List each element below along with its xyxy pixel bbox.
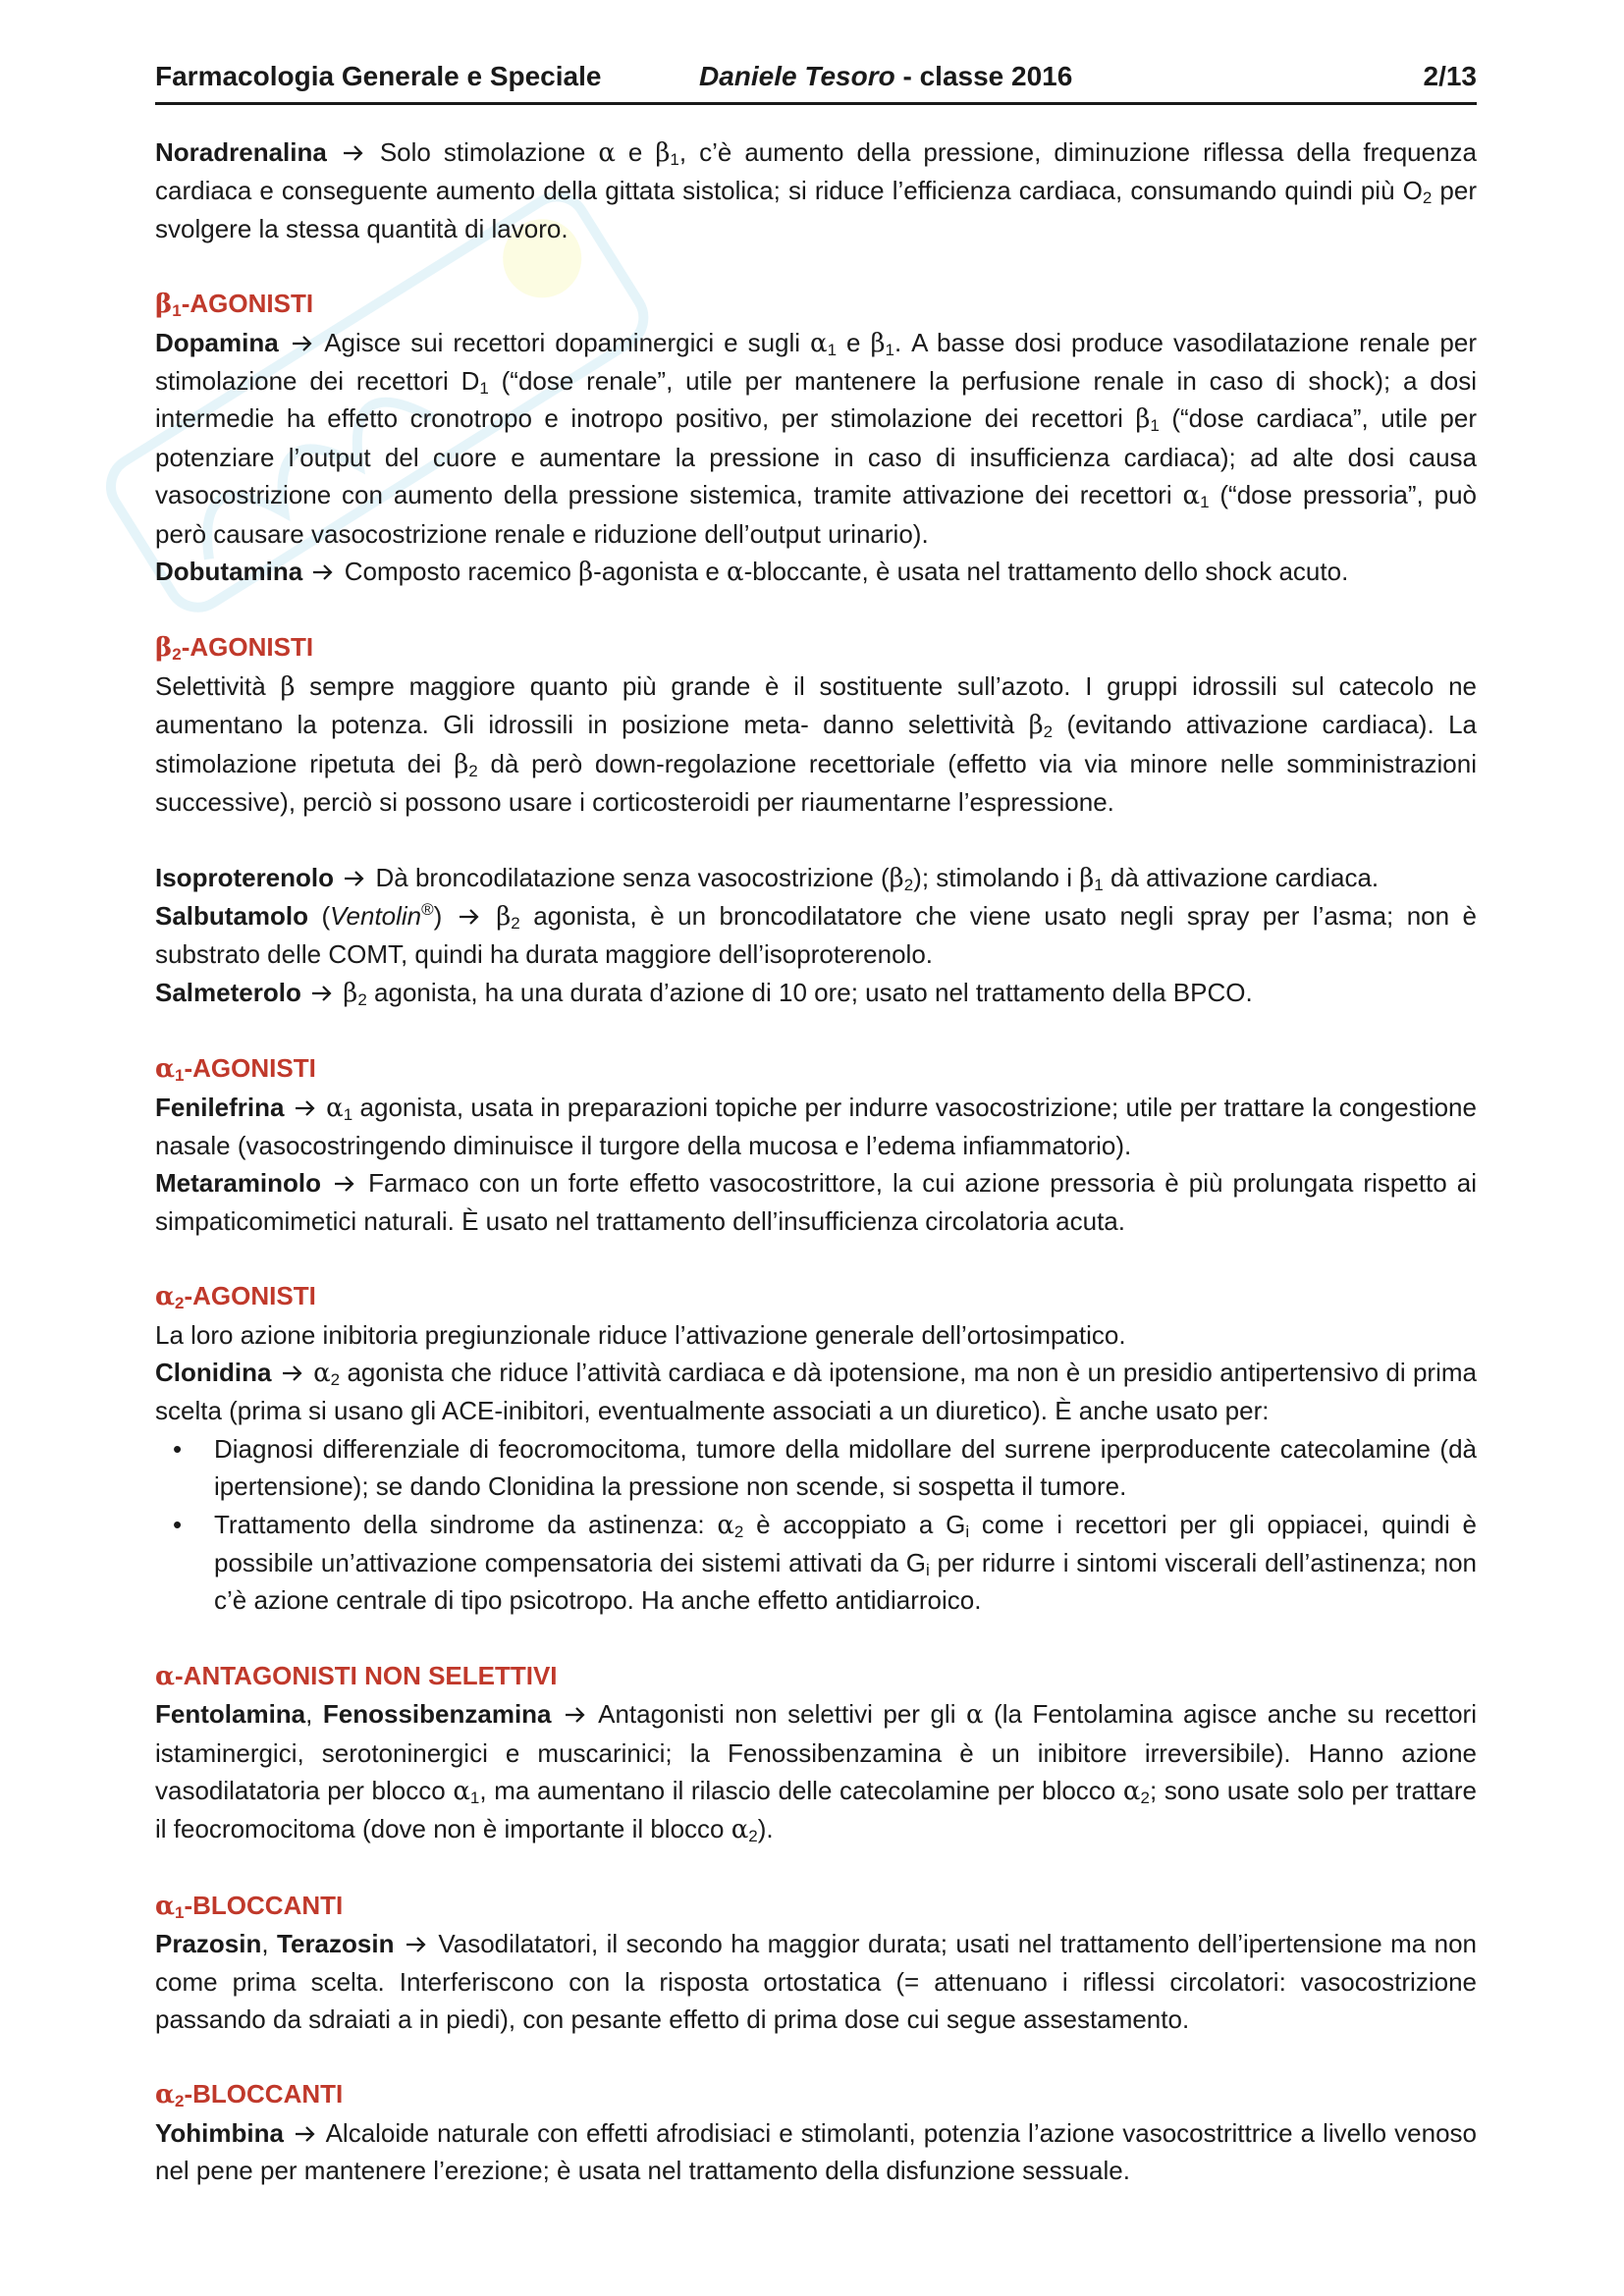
paragraph-salbutamolo: Salbutamolo (Ventolin®) $\beta_2$ agonista, è un broncodilatatore che viene usato negli spray per l’asma; non è substrato delle COMT, quindi ha durata maggiore dell’isoproterenolo. — [155, 899, 1478, 970]
heading-b1-agonisti: $\beta_1$-AGONISTI — [155, 289, 314, 321]
term-isoproterenolo: Isoproterenolo — [155, 862, 335, 892]
page-header — [155, 57, 1477, 105]
arrow-right-icon — [333, 1174, 356, 1194]
arrow-right-icon — [405, 1935, 428, 1954]
term-terazosin: Terazosin — [277, 1929, 395, 1959]
class-label: - classe 2016 — [902, 61, 1073, 91]
arrow-right-icon — [343, 869, 366, 888]
arrow-right-icon — [281, 1363, 304, 1383]
clonidina-uses-list — [155, 1430, 1477, 1620]
term-yohimbina: Yohimbina — [155, 2117, 284, 2148]
paragraph-yohimbina: Yohimbina Alcaloide naturale con effetti afrodisiaci e stimolanti, potenzia l’azione vasocostrittrice a livello venoso nel pene per mantenere l’erezione; è usata nel trattamento della disfunzione sessuale. — [155, 2117, 1477, 2186]
term-noradrenalina: Noradrenalina — [155, 137, 327, 167]
paragraph-fenilefrina: Fenilefrina $\alpha_1$ agonista, usata in preparazioni topiche per indurre vasocostrizione; utile per trattare la congestione nasale (vasocostringendo diminuisce il turgore della mucosa e l’edema infiammatorio). — [155, 1092, 1477, 1160]
heading-b2-agonisti: $\beta_2$-AGONISTI — [155, 632, 314, 665]
term-dobutamina: Dobutamina — [155, 557, 303, 587]
heading-a1-bloccanti: $\alpha_1$-BLOCCANTI — [155, 1890, 344, 1922]
list-item: • Trattamento della sindrome da astinenza: $\alpha_2$ è accoppiato a $G_i$ come i recettori per gli oppiacei, quindi è possibile un’attivazione compensatoria dei sistemi attivati da $G_i$ per ridurre i sintomi viscerali dell’astinenza; non c’è azione centrale di tipo psicotropo. Ha anche effetto antidiarroico. — [214, 1506, 1477, 1620]
paragraph-prazosin: Prazosin, Terazosin Vasodilatatori, il secondo ha maggior durata; usati nel trattamento dell’ipertensione ma non come prima scelta. Interferiscono con la risposta ortostatica (= attenuano i riflessi circolatori: vasocostrizione passando da sdraiati a in piedi), con pesante effetto di prima dose cui segue assestamento. — [155, 1929, 1478, 2035]
paragraph-isoproterenolo: Isoproterenolo Dà broncodilatazione senza vasocostrizione $(\beta_2)$; stimolando i $\beta_1$ dà attivazione cardiaca. — [155, 862, 1380, 894]
term-fentolamina: Fentolamina — [155, 1699, 306, 1730]
paragraph-noradrenalina: Noradrenalina Solo stimolazione α e $\beta_1$, c’è aumento della pressione, diminuzione riflessa della frequenza cardiaca e conseguente aumento della gittata sistolica; si riduce l’efficienza cardiaca, consumando quindi più $O_2$ per svolgere la stessa quantità di lavoro. — [155, 137, 1477, 243]
paragraph-clonidina: Clonidina $\alpha_2$ agonista che riduce l’attività cardiaca e dà ipotensione, ma non è un presidio antipertensivo di prima scelta (prima si usano gli ACE-inibitori, eventualmente associati a un diuretico). È anche usato per: — [155, 1357, 1477, 1426]
brand-ventolin: Ventolin — [330, 900, 422, 931]
arrow-right-icon — [564, 1705, 587, 1725]
term-salmeterolo: Salmeterolo — [155, 977, 301, 1007]
arrow-right-icon — [458, 907, 481, 927]
author-class — [699, 61, 1072, 92]
paragraph-fentolamina: Fentolamina, Fenossibenzamina Antagonisti non selettivi per gli α (la Fentolamina agisce anche su recettori istaminergici, serotoninergici e muscarinici; la Fenossibenzamina è un inibitore irreversibile). Hanno azione vasodilatatoria per blocco $\alpha_1$, ma aumentano il rilascio delle catecolamine per blocco $\alpha_2$; sono usate solo per trattare il feocromocitoma (dove non è importante il blocco $\alpha_2$). — [155, 1699, 1478, 1846]
heading-a1-agonisti: $\alpha_1$-AGONISTI — [155, 1053, 316, 1086]
term-fenossibenzamina: Fenossibenzamina — [322, 1699, 552, 1730]
arrow-right-icon — [294, 1098, 317, 1118]
list-item: • Diagnosi differenziale di feocromocitoma, tumore della midollare del surrene iperproducente catecolamine (dà ipertensione); se dando Clonidina la pressione non scende, si sospetta il tumore. — [214, 1430, 1477, 1506]
heading-a2-bloccanti: $\alpha_2$-BLOCCANTI — [155, 2079, 344, 2111]
arrow-right-icon — [294, 2124, 317, 2144]
term-salbutamolo: Salbutamolo — [155, 900, 309, 931]
paragraph-dopamina: Dopamina Agisce sui recettori dopaminergici e sugli $\alpha_1$ e $\beta_1$. A basse dosi produce vasodilatazione renale per stimolazione dei recettori $D_1$ (“dose renale”, utile per mantenere la perfusione renale in caso di shock); a dosi intermedie ha effetto cronotropo e inotropo positivo, per stimolazione dei recettori $\beta_1$ (“dose cardiaca”, utile per potenziare l’output del cuore e aumentare la pressione in caso di insufficienza cardiaca); ad alte dosi causa vasocostrizione con aumento della pressione sistemica, tramite attivazione dei recettori $\alpha_1$ (“dose pressoria”, può però causare vasocostrizione renale e riduzione dell’output urinario). — [155, 327, 1477, 549]
heading-a2-agonisti: $\alpha_2$-AGONISTI — [155, 1281, 316, 1313]
page-number: 2/13 — [1423, 61, 1477, 91]
author-name: Daniele Tesoro — [699, 61, 895, 91]
term-clonidina: Clonidina — [155, 1357, 272, 1387]
arrow-right-icon — [311, 562, 335, 582]
term-metaraminolo: Metaraminolo — [155, 1168, 322, 1199]
term-prazosin: Prazosin — [155, 1929, 262, 1959]
term-dopamina: Dopamina — [155, 327, 279, 357]
paragraph-a2-intro: La loro azione inibitoria pregiunzionale riduce l’attivazione generale dell’ortosimpatico. — [155, 1319, 1126, 1350]
term-fenilefrina: Fenilefrina — [155, 1092, 285, 1122]
arrow-right-icon — [310, 984, 334, 1003]
paragraph-metaraminolo: Metaraminolo Farmaco con un forte effetto vasocostrittore, la cui azione pressoria è più prolungata rispetto ai simpaticomimetici naturali. È usato nel trattamento dell’insufficienza circolatoria acuta. — [155, 1168, 1477, 1236]
paragraph-salmeterolo: Salmeterolo $\beta_2$ agonista, ha una durata d’azione di 10 ore; usato nel trattamento della BPCO. — [155, 977, 1253, 1009]
heading-a-antagonisti: α-ANTAGONISTI NON SELETTIVI — [155, 1660, 558, 1691]
paragraph-b2-selettivita: Selettività β sempre maggiore quanto più grande è il sostituente sull’azoto. I gruppi idrossili sul catecolo ne aumentano la potenza. Gli idrossili in posizione meta- danno selettività $\beta_2$ (evitando attivazione cardiaca). La stimolazione ripetuta dei $\beta_2$ dà però down-regolazione recettoriale (effetto via via minore nelle somministrazioni successive), perciò si possono usare i corticosteroidi per riaumentarne l’espressione. — [155, 670, 1478, 818]
document-body — [155, 133, 1477, 2190]
arrow-right-icon — [291, 334, 314, 353]
arrow-right-icon — [342, 143, 365, 163]
course-title: Farmacologia Generale e Speciale — [155, 61, 602, 91]
paragraph-dobutamina: Dobutamina Composto racemico β-agonista e α-bloccante, è usata nel trattamento dello shock acuto. — [155, 557, 1349, 588]
